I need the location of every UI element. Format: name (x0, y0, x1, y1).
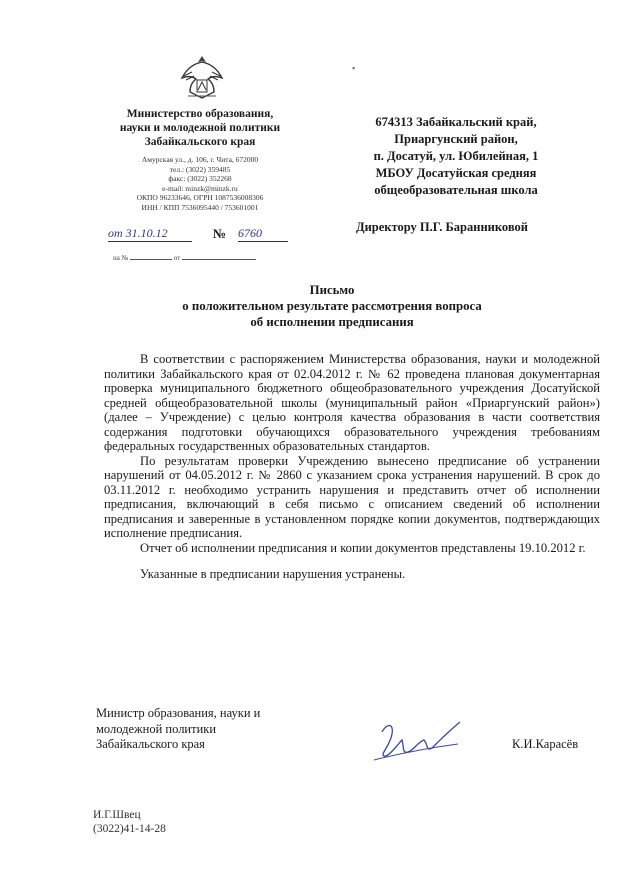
contact-phone: тел.: (3022) 359485 (169, 164, 231, 174)
signatory-name: К.И.Карасёв (512, 737, 579, 751)
signatory-title-line: молодежной политики (96, 721, 217, 736)
contact-inn: ИНН / КПП 7536095440 / 753601001 (141, 202, 259, 212)
address-line: 674313 Забайкальский край, (375, 115, 537, 129)
sender-line: науки и молодежной политики (119, 122, 281, 134)
letter-body (104, 352, 600, 582)
executor-block (93, 808, 166, 836)
executor-phone: (3022)41-14-28 (93, 823, 166, 835)
reference-line (113, 254, 256, 262)
number-label: № (213, 226, 227, 241)
reference-date-blank (182, 259, 256, 260)
letter-heading (140, 282, 524, 330)
contact-email: e-mail: minzk@minzk.ru (162, 183, 238, 193)
coat-of-arms-emblem (178, 52, 226, 102)
sender-organization (90, 107, 310, 149)
reference-middle: от (173, 254, 181, 262)
handwritten-signature (368, 714, 464, 764)
signatory-title (96, 706, 260, 753)
contact-address: Амурская ул., д. 106, г. Чита, 672000 (141, 155, 259, 164)
registration-date: от 31.10.12 (108, 226, 192, 242)
scan-speck: ▪ (352, 63, 356, 73)
heading-subject: о положительном результате рассмотрения вопроса (182, 299, 482, 313)
signatory-title-line: Министр образования, науки и (96, 706, 261, 720)
reference-number-blank (130, 259, 172, 260)
body-paragraph: Отчет об исполнении предписания и копии документов представлены 19.10.2012 г. (140, 540, 586, 555)
registration-number: 6760 (238, 226, 288, 242)
address-line: п. Досатуй, ул. Юбилейная, 1 (373, 149, 539, 163)
signatory-title-line: Забайкальского края (96, 737, 205, 751)
heading-subject: об исполнении предписания (250, 315, 414, 329)
reference-prefix: на № (113, 254, 129, 262)
address-line: Приаргунский район, (394, 132, 518, 146)
recipient-name: Директору П.Г. Баранниковой (356, 220, 528, 234)
body-paragraph: Указанные в предписании нарушения устранены. (140, 567, 406, 581)
sender-line: Забайкальского края (144, 136, 256, 148)
executor-name: И.Г.Швец (93, 809, 141, 821)
contact-okpo: ОКПО 96233646, ОГРН 1087536008306 (136, 193, 264, 202)
address-line: общеобразовательная школа (374, 183, 538, 197)
registration-line (104, 226, 294, 244)
heading-title: Письмо (309, 283, 355, 297)
contact-fax: факс: (3022) 352268 (168, 174, 232, 183)
sender-line: Министерство образования, (126, 108, 274, 120)
address-line: МБОУ Досатуйская средняя (375, 166, 537, 180)
body-paragraph: По результатам проверки Учреждению вынесено предписание об устранении нарушений от 04.05.2012 г. № 2860 с указанием срока устранения нарушений. В срок до 03.11.2012 г. необходимо устранить нарушения и представить отчет об исполнении предписания, включающий в себя письмо с описанием сведений об исполнении предписания и заверенные в установленном порядке копии документов, подтверждающих исполнение предписания. (104, 453, 600, 540)
body-paragraph: В соответствии с распоряжением Министерства образования, науки и молодежной политики Забайкальского края от 02.04.2012 г. № 62 проведена плановая документарная проверка муниципального бюджетного общеобразовательного учреждения Досатуйской средней общеобразовательной школы (муниципальный район «Приаргунский район») (далее – Учреждение) с целью контроля качества образования в части соответствия содержания подготовки обучающихся образовательного учреждения требованиям федеральных государственных образовательных стандартов. (104, 352, 600, 453)
recipient-address (334, 114, 578, 199)
sender-contacts (110, 155, 290, 212)
